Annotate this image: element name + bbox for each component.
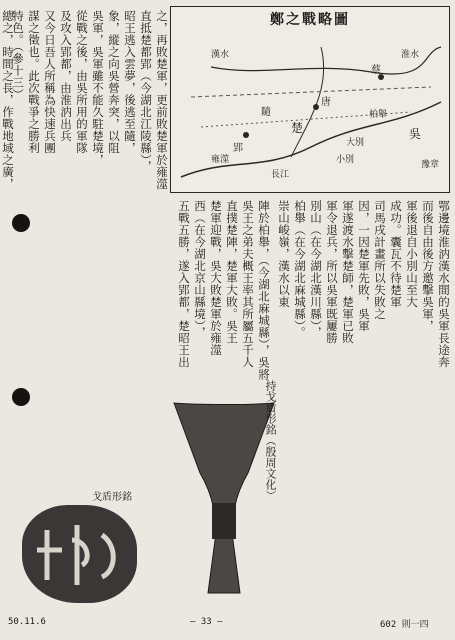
text-column: 軍遂渡水擊楚師，楚軍已敗 xyxy=(341,200,355,344)
text-column: 鄂邊境淮汭漢水間的吳軍長途奔 xyxy=(437,200,451,368)
text-column: 而後自由後方邀擊吳軍， xyxy=(421,200,435,332)
map-label: 漢水 xyxy=(211,50,230,60)
map-label: 大別 xyxy=(346,138,365,148)
text-column: 陣於柏舉，（今湖北麻城縣），吳將 xyxy=(257,200,271,381)
city-marker xyxy=(243,132,249,138)
map-label: 隨 xyxy=(261,107,271,118)
page-number: — 33 — xyxy=(190,617,223,627)
map-label: 郢 xyxy=(233,143,243,154)
text-column: 因，一因楚軍先敗，吳軍 xyxy=(357,200,371,332)
map-label: 雍澨 xyxy=(211,155,230,165)
punch-hole xyxy=(12,214,30,232)
punch-hole xyxy=(12,388,30,406)
route-line xyxy=(191,87,431,97)
text-column: 柏舉（在今湖北麻城縣）。 xyxy=(293,200,307,339)
text-column: 直撲楚陣，楚軍大敗。吳王 xyxy=(225,200,239,344)
text-column: 特色。（參十三） xyxy=(11,10,25,101)
map-label: 唐 xyxy=(321,97,331,108)
text-column: 又今日吾人所稱為快速兵團 xyxy=(43,10,57,154)
river-line xyxy=(291,47,324,157)
text-column: 軍後退自小別山至大 xyxy=(405,200,419,308)
text-column: 別山（在今湖北漢川縣）， xyxy=(309,200,323,339)
text-column: 總之，時間之長，作戰地域之廣， xyxy=(1,10,15,190)
text-column: 從戰之後，由吳所用的軍隊 xyxy=(75,10,89,154)
text-column: 象，縱之向吳營奔突，以阻 xyxy=(107,10,121,154)
text-column: 吳軍，吳軍雖不能久駐楚境， xyxy=(91,10,105,166)
map-label: 淮水 xyxy=(401,50,420,60)
map-label: 柏舉 xyxy=(369,110,388,120)
text-column: 五戰五勝，遂入郢都，楚昭王出 xyxy=(177,200,191,368)
seal-glyphs xyxy=(22,505,137,603)
map-label: 小別 xyxy=(336,155,355,165)
text-column: 成功。囊瓦不待楚軍 xyxy=(389,200,403,308)
map-label: 楚 xyxy=(291,121,304,135)
battle-map xyxy=(170,6,450,193)
text-column: 西（在今湖北京山縣境）， xyxy=(193,200,207,339)
issue-number: 602 則一四 xyxy=(380,620,429,630)
seal-stamp-image xyxy=(22,505,137,603)
map-title: 鄭之戰略圖 xyxy=(270,12,350,28)
map-label: 長江 xyxy=(271,170,290,180)
text-column: 及攻入郢都，由淮汭出兵 xyxy=(59,10,73,142)
text-column: 之，再敗楚軍，更前敗楚軍於雍澨 xyxy=(155,10,169,190)
text-column: 昭王逃入雲夢，後逃至隨， xyxy=(123,10,137,154)
text-column: 軍令退兵，所以吳軍既屢勝 xyxy=(325,200,339,344)
map-label: 豫章 xyxy=(421,160,440,170)
text-column: 楚軍迎戰，吳大敗楚軍於雍澨 xyxy=(209,200,223,356)
river-line xyxy=(181,102,441,177)
seal-caption: 戈盾形銘 xyxy=(92,492,132,503)
footer-date: 50.11.6 xyxy=(8,617,46,627)
text-column: 吳王之弟夫概王率其所屬五千人 xyxy=(241,200,255,368)
text-column: 謀之徵也。此次戰爭之勝利 xyxy=(27,10,41,154)
text-column: 司馬戌計畫所以失敗之 xyxy=(373,200,387,320)
map-label: 吳 xyxy=(409,127,422,141)
vessel-caption: 持戈盾形銘（殷周文化） xyxy=(264,380,277,501)
city-marker xyxy=(313,104,319,110)
text-column: 崇山峻嶺，漢水以東 xyxy=(277,200,291,308)
text-column: 直抵楚都郢（今湖北江陵縣）， xyxy=(139,10,153,173)
map-label: 蔡 xyxy=(371,65,381,76)
